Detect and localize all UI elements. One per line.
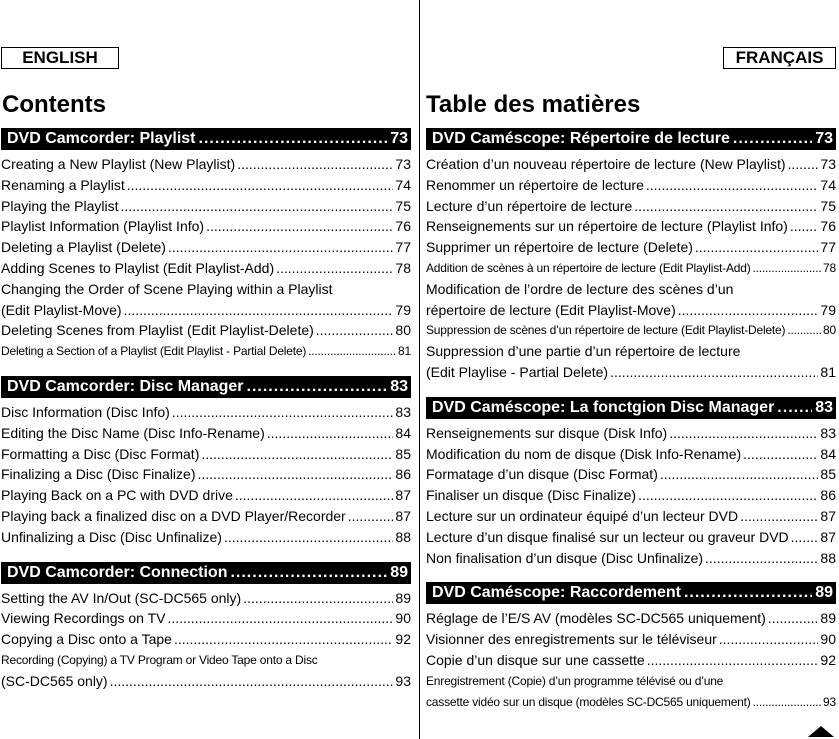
- toc-entry[interactable]: [1, 300, 411, 321]
- dot-leader: [669, 423, 818, 444]
- toc-section: [426, 128, 836, 383]
- dot-leader: [237, 154, 393, 175]
- dot-leader: [647, 650, 819, 671]
- dot-leader: [267, 423, 394, 444]
- dot-leader: [705, 548, 818, 569]
- entry-title: Lecture sur un ordinateur équipé d’un lecteur DVD: [426, 507, 739, 524]
- dot-leader: [206, 216, 393, 237]
- section-page-number: 83: [815, 398, 833, 416]
- dot-leader: [121, 196, 394, 217]
- dot-leader: [127, 175, 394, 196]
- entry-page-number: 75: [395, 197, 411, 214]
- entry-page-number: 80: [823, 323, 836, 338]
- entry-page-number: 92: [395, 631, 411, 648]
- dot-leader: [634, 196, 818, 217]
- entry-page-number: 73: [395, 156, 411, 172]
- entry-page-number: 88: [820, 549, 836, 566]
- toc-entry[interactable]: [426, 527, 836, 548]
- next-page-arrow-icon[interactable]: [808, 726, 834, 737]
- entry-title: cassette vidéo sur un disque (modèles SC-DC565 uniquement): [426, 694, 751, 709]
- toc-entry[interactable]: [1, 444, 411, 465]
- entry-title: Lecture d’un disque finalisé sur un lecteur ou graveur DVD: [426, 528, 789, 545]
- entry-title: Création d’un nouveau répertoire de lecture (New Playlist): [426, 156, 786, 172]
- toc-entry[interactable]: [426, 692, 836, 713]
- toc-entry[interactable]: [426, 362, 836, 383]
- toc-section: [1, 562, 411, 692]
- entry-title: Disc Information (Disc Info): [1, 403, 170, 420]
- toc-entry[interactable]: [1, 506, 411, 527]
- entry-page-number: 74: [820, 176, 836, 193]
- toc-entry-line[interactable]: Enregistrement (Copie) d’un programme télévisé ou d’une: [426, 673, 724, 688]
- dot-leader: [247, 376, 388, 398]
- entry-title: Editing the Disc Name (Disc Info-Rename): [1, 424, 265, 441]
- entry-title: (Edit Playlise - Partial Delete): [426, 363, 609, 380]
- section-page-number: 83: [390, 377, 408, 395]
- toc-entry[interactable]: [426, 300, 836, 321]
- toc-entry[interactable]: [426, 548, 836, 569]
- entry-page-number: 87: [395, 487, 411, 504]
- toc-entry[interactable]: [426, 506, 836, 527]
- toc-entry[interactable]: [1, 216, 411, 237]
- entry-page-number: 87: [395, 507, 411, 524]
- toc-entry[interactable]: [426, 629, 836, 650]
- dot-leader: [787, 320, 821, 341]
- toc-entry[interactable]: [1, 485, 411, 506]
- section-header-bar[interactable]: [426, 582, 836, 604]
- entry-title: Réglage de l’E/S AV (modèles SC-DC565 uniquement): [426, 610, 766, 627]
- dot-leader: [768, 608, 819, 629]
- entry-title: Copie d’un disque sur une cassette: [426, 651, 645, 668]
- entry-page-number: 76: [395, 218, 411, 235]
- toc-section: [1, 376, 411, 548]
- entry-page-number: 90: [395, 610, 411, 627]
- entry-title: Deleting a Playlist (Delete): [1, 239, 166, 256]
- toc-entry[interactable]: [426, 175, 836, 196]
- entry-page-number: 74: [395, 176, 411, 193]
- entry-title: (SC-DC565 only): [1, 672, 108, 689]
- entry-page-number: 89: [820, 610, 836, 627]
- entry-title: Creating a New Playlist (New Playlist): [1, 156, 236, 172]
- entry-title: Playing back a finalized disc on a DVD Player/Recorder: [1, 507, 346, 524]
- section-title: DVD Caméscope: Raccordement: [432, 584, 681, 602]
- entry-page-number: 78: [395, 259, 411, 276]
- dot-leader: [695, 237, 819, 258]
- dot-leader: [276, 258, 393, 279]
- dot-leader: [243, 588, 393, 609]
- entry-title: Supprimer un répertoire de lecture (Delete): [426, 239, 693, 256]
- toc-entry[interactable]: [1, 258, 411, 279]
- section-header-bar[interactable]: [1, 128, 411, 150]
- dot-leader: [235, 485, 394, 506]
- toc-entry[interactable]: [1, 196, 411, 217]
- dot-leader: [719, 629, 819, 650]
- dot-leader: [753, 692, 821, 713]
- column-divider: [419, 0, 420, 739]
- entry-page-number: 90: [820, 631, 836, 648]
- toc-entry[interactable]: [1, 464, 411, 485]
- entry-title: Unfinalizing a Disc (Disc Unfinalize): [1, 528, 222, 545]
- toc-entry[interactable]: [1, 402, 411, 423]
- dot-leader: [684, 582, 812, 604]
- entry-page-number: 83: [395, 403, 411, 420]
- dot-leader: [172, 402, 394, 423]
- toc-entry[interactable]: [1, 175, 411, 196]
- section-title: DVD Caméscope: Répertoire de lecture: [432, 130, 730, 147]
- entry-title: Suppression de scènes d’un répertoire de lecture (Edit Playlist-Delete): [426, 323, 786, 338]
- toc-section: [1, 128, 411, 362]
- entry-page-number: 77: [395, 239, 411, 256]
- entry-page-number: 81: [820, 363, 836, 380]
- dot-leader: [610, 362, 818, 383]
- section-title: DVD Camcorder: Disc Manager: [7, 377, 244, 395]
- dot-leader: [348, 506, 394, 527]
- entry-page-number: 79: [820, 301, 836, 318]
- entry-title: Renommer un répertoire de lecture: [426, 176, 644, 193]
- language-tab-english: ENGLISH: [1, 47, 119, 69]
- dot-leader: [230, 562, 387, 584]
- entry-page-number: 73: [820, 156, 836, 172]
- toc-entry-line[interactable]: Changing the Order of Scene Playing within a Playlist: [1, 280, 333, 297]
- dot-leader: [198, 464, 394, 485]
- entry-title: Adding Scenes to Playlist (Edit Playlist-Add): [1, 259, 275, 276]
- entry-title: Non finalisation d’un disque (Disc Unfinalize): [426, 549, 704, 566]
- section-page-number: 89: [390, 563, 408, 581]
- entry-title: Copying a Disc onto a Tape: [1, 631, 172, 648]
- dot-leader: [788, 154, 819, 175]
- toc-entry[interactable]: [426, 216, 836, 237]
- entry-page-number: 88: [395, 528, 411, 545]
- dot-leader: [201, 444, 393, 465]
- entry-title: Setting the AV In/Out (SC-DC565 only): [1, 589, 242, 606]
- dot-leader: [753, 258, 822, 279]
- section-header-bar[interactable]: [426, 128, 836, 150]
- toc-entry[interactable]: [1, 671, 411, 692]
- dot-leader: [790, 216, 819, 237]
- entry-page-number: 79: [395, 301, 411, 318]
- toc-entry[interactable]: [1, 423, 411, 444]
- toc-entry-line[interactable]: Modification de l’ordre de lecture des scènes d’un: [426, 280, 734, 297]
- entry-title: Finaliser un disque (Disc Finalize): [426, 487, 637, 504]
- entry-title: Visionner des enregistrements sur le téléviseur: [426, 631, 717, 648]
- entry-page-number: 81: [398, 344, 411, 359]
- page-title-french: Table des matières: [426, 91, 641, 118]
- entry-title: Playing the Playlist: [1, 197, 119, 214]
- toc-entry[interactable]: [426, 154, 836, 175]
- toc-entry[interactable]: [1, 341, 411, 362]
- entry-title: Finalizing a Disc (Disc Finalize): [1, 466, 196, 483]
- entry-page-number: 78: [823, 260, 836, 275]
- entry-page-number: 86: [395, 466, 411, 483]
- entry-title: Renseignements sur un répertoire de lecture (Playlist Info): [426, 218, 788, 235]
- entry-page-number: 80: [395, 322, 411, 339]
- toc-entry[interactable]: [426, 320, 836, 341]
- entry-page-number: 93: [823, 694, 836, 709]
- section-title: DVD Camcorder: Playlist: [7, 130, 196, 147]
- entry-title: Viewing Recordings on TV: [1, 610, 166, 627]
- entry-page-number: 76: [820, 218, 836, 235]
- dot-leader: [224, 527, 393, 548]
- toc-entry[interactable]: [426, 258, 836, 279]
- toc-entry[interactable]: [1, 154, 411, 175]
- section-title: DVD Caméscope: La fonctgion Disc Manager: [432, 398, 775, 416]
- entry-page-number: 87: [820, 507, 836, 524]
- entry-page-number: 75: [820, 197, 836, 214]
- entry-page-number: 93: [395, 672, 411, 689]
- entry-title: répertoire de lecture (Edit Playlist-Move): [426, 301, 676, 318]
- entry-title: Addition de scènes à un répertoire de lecture (Edit Playlist-Add): [426, 260, 751, 275]
- section-header-bar[interactable]: [426, 397, 836, 419]
- dot-leader: [678, 300, 819, 321]
- section-header-bar[interactable]: [1, 376, 411, 398]
- dot-leader: [110, 671, 394, 692]
- entry-page-number: 84: [820, 445, 836, 462]
- entry-page-number: 92: [820, 651, 836, 668]
- dot-leader: [660, 464, 819, 485]
- entry-title: Renseignements sur disque (Disk Info): [426, 424, 668, 441]
- toc-entry[interactable]: [426, 464, 836, 485]
- toc-entry[interactable]: [1, 527, 411, 548]
- toc-entry[interactable]: [426, 485, 836, 506]
- entry-title: Deleting a Section of a Playlist (Edit Playlist - Partial Delete): [1, 344, 307, 359]
- entry-title: Playlist Information (Playlist Info): [1, 218, 205, 235]
- toc-entry[interactable]: [1, 320, 411, 341]
- entry-title: Formatting a Disc (Disc Format): [1, 445, 200, 462]
- entry-page-number: 77: [820, 239, 836, 256]
- entry-title: Renaming a Playlist: [1, 176, 125, 193]
- dot-leader: [174, 629, 393, 650]
- dot-leader: [638, 485, 818, 506]
- dot-leader: [308, 341, 396, 362]
- entry-title: Lecture d’un répertoire de lecture: [426, 197, 633, 214]
- dot-leader: [740, 506, 818, 527]
- entry-page-number: 85: [820, 466, 836, 483]
- contents-column-french: [426, 128, 836, 726]
- section-page-number: 73: [815, 130, 833, 147]
- toc-entry[interactable]: [426, 444, 836, 465]
- language-tab-french: FRANÇAIS: [723, 47, 836, 69]
- toc-entry[interactable]: [1, 608, 411, 629]
- dot-leader: [168, 237, 393, 258]
- entry-page-number: 86: [820, 487, 836, 504]
- dot-leader: [167, 608, 393, 629]
- entry-title: Modification du nom de disque (Disk Info-Rename): [426, 445, 742, 462]
- toc-entry[interactable]: [426, 423, 836, 444]
- toc-entry[interactable]: [426, 196, 836, 217]
- section-title: DVD Camcorder: Connection: [7, 563, 228, 581]
- entry-title: Formatage d’un disque (Disc Format): [426, 466, 658, 483]
- page-title-english: Contents: [2, 91, 106, 118]
- toc-entry[interactable]: [1, 237, 411, 258]
- dot-leader: [791, 527, 819, 548]
- dot-leader: [743, 444, 818, 465]
- toc-entry[interactable]: [426, 237, 836, 258]
- entry-title: Playing Back on a PC with DVD drive: [1, 487, 233, 504]
- entry-page-number: 84: [395, 424, 411, 441]
- toc-section: [426, 582, 836, 712]
- toc-section: [426, 397, 836, 569]
- entry-page-number: 87: [820, 528, 836, 545]
- toc-entry-line[interactable]: Suppression d’une partie d’un répertoire de lecture: [426, 343, 741, 360]
- section-page-number: 89: [815, 584, 833, 602]
- toc-entry[interactable]: [426, 608, 836, 629]
- toc-entry[interactable]: [1, 588, 411, 609]
- entry-title: Deleting Scenes from Playlist (Edit Playlist-Delete): [1, 322, 314, 339]
- entry-page-number: 83: [820, 424, 836, 441]
- dot-leader: [124, 300, 394, 321]
- toc-entry[interactable]: [426, 650, 836, 671]
- dot-leader: [733, 128, 812, 150]
- dot-leader: [646, 175, 819, 196]
- section-header-bar[interactable]: [1, 562, 411, 584]
- dot-leader: [777, 397, 812, 419]
- dot-leader: [199, 128, 388, 150]
- entry-page-number: 89: [395, 589, 411, 606]
- entry-title: (Edit Playlist-Move): [1, 301, 122, 318]
- toc-entry[interactable]: [1, 629, 411, 650]
- entry-page-number: 85: [395, 445, 411, 462]
- section-page-number: 73: [390, 130, 408, 147]
- toc-entry-line[interactable]: Recording (Copying) a TV Program or Video Tape onto a Disc: [1, 652, 318, 667]
- contents-column-english: [1, 128, 411, 706]
- dot-leader: [316, 320, 394, 341]
